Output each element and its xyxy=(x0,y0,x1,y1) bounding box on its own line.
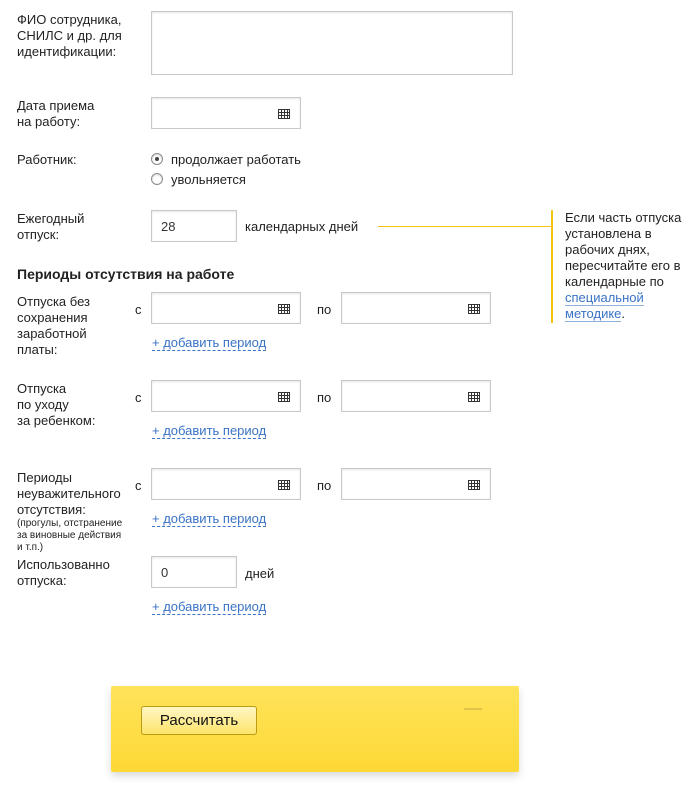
unexcused-absence-label xyxy=(17,470,121,518)
calendar-icon[interactable] xyxy=(468,304,480,314)
add-period-link[interactable]: + добавить период xyxy=(152,599,267,614)
used-leave-unit: дней xyxy=(245,566,275,581)
hint-method-link[interactable]: специальной методике xyxy=(565,290,644,321)
unexcused-absence-from-input[interactable] xyxy=(151,468,301,500)
unexcused-absence-label-line: отсутствия: xyxy=(17,502,86,517)
fio-label: ФИО сотрудника, СНИЛС и др. для идентификации: xyxy=(17,12,122,59)
unpaid-leave-label-line: платы: xyxy=(17,342,58,357)
childcare-leave-to-input[interactable] xyxy=(341,380,491,412)
from-label: с xyxy=(135,390,142,405)
unpaid-leave-label-line: заработной xyxy=(17,326,87,341)
radio-continues-working[interactable] xyxy=(151,153,163,165)
childcare-leave-label-line: за ребенком: xyxy=(17,413,96,428)
unpaid-leave-label-line: Отпуска без xyxy=(17,294,90,309)
calculate-button[interactable]: Рассчитать xyxy=(141,706,257,735)
annual-leave-label-line2: отпуск: xyxy=(17,227,60,242)
from-label: с xyxy=(135,302,142,317)
to-label: по xyxy=(317,478,332,493)
calendar-icon[interactable] xyxy=(278,304,290,314)
unexcused-absence-label-line: неуважительного xyxy=(17,486,121,501)
childcare-leave-label-line: Отпуска xyxy=(17,381,67,396)
hire-date-label xyxy=(17,98,94,130)
annual-leave-label-line1: Ежегодный xyxy=(17,211,85,226)
fio-textarea[interactable] xyxy=(151,11,513,75)
add-period-link[interactable]: + добавить период xyxy=(152,335,267,350)
hint-body: Если часть отпуска установлена в рабочих днях, пересчитайте его в календарные по xyxy=(565,210,682,289)
unpaid-leave-from-input[interactable] xyxy=(151,292,301,324)
calendar-icon[interactable] xyxy=(278,109,290,119)
used-leave-label-line1: Использованно xyxy=(17,557,110,572)
childcare-leave-from-input[interactable] xyxy=(151,380,301,412)
hint-text xyxy=(565,210,685,322)
annual-leave-label xyxy=(17,211,84,243)
add-period-link[interactable]: + добавить период xyxy=(152,423,267,438)
calendar-icon[interactable] xyxy=(468,480,480,490)
action-panel xyxy=(111,686,519,772)
unexcused-absence-label-line: Периоды xyxy=(17,470,72,485)
unexcused-absence-note-line: и т.п.) xyxy=(17,542,44,553)
radio-continues-working-label[interactable]: продолжает работать xyxy=(171,152,301,167)
unpaid-leave-to-input[interactable] xyxy=(341,292,491,324)
from-label: с xyxy=(135,478,142,493)
add-period-link[interactable]: + добавить период xyxy=(152,511,267,526)
childcare-leave-label-line: по уходу xyxy=(17,397,69,412)
used-leave-label xyxy=(17,557,110,589)
hint-suffix: . xyxy=(621,306,626,321)
annual-leave-input[interactable] xyxy=(151,210,237,242)
hint-connector-line xyxy=(378,226,551,227)
used-leave-value: 0 xyxy=(161,565,169,580)
worker-label: Работник: xyxy=(17,152,77,167)
unexcused-absence-note-line: (прогулы, отстранение xyxy=(17,518,123,529)
calendar-icon[interactable] xyxy=(468,392,480,402)
radio-leaving-label[interactable]: увольняется xyxy=(171,172,246,187)
calendar-icon[interactable] xyxy=(278,480,290,490)
unpaid-leave-label xyxy=(17,294,90,358)
unpaid-leave-label-line: сохранения xyxy=(17,310,88,325)
calendar-icon[interactable] xyxy=(278,392,290,402)
hire-date-input[interactable] xyxy=(151,97,301,129)
radio-leaving[interactable] xyxy=(151,173,163,185)
childcare-leave-label xyxy=(17,381,95,429)
unexcused-absence-to-input[interactable] xyxy=(341,468,491,500)
panel-dash xyxy=(464,708,482,710)
unexcused-absence-note-line: за виновные действия xyxy=(17,530,122,541)
hire-date-label-line1: Дата приема xyxy=(17,98,95,113)
absence-heading: Периоды отсутствия на работе xyxy=(17,266,235,282)
used-leave-label-line2: отпуска: xyxy=(17,573,67,588)
annual-leave-value: 28 xyxy=(161,219,176,234)
hint-bar xyxy=(551,210,553,323)
to-label: по xyxy=(317,302,332,317)
to-label: по xyxy=(317,390,332,405)
unexcused-absence-note xyxy=(17,518,122,554)
used-leave-input[interactable] xyxy=(151,556,237,588)
annual-leave-unit: календарных дней xyxy=(245,219,359,234)
hire-date-label-line2: на работу: xyxy=(17,114,81,129)
